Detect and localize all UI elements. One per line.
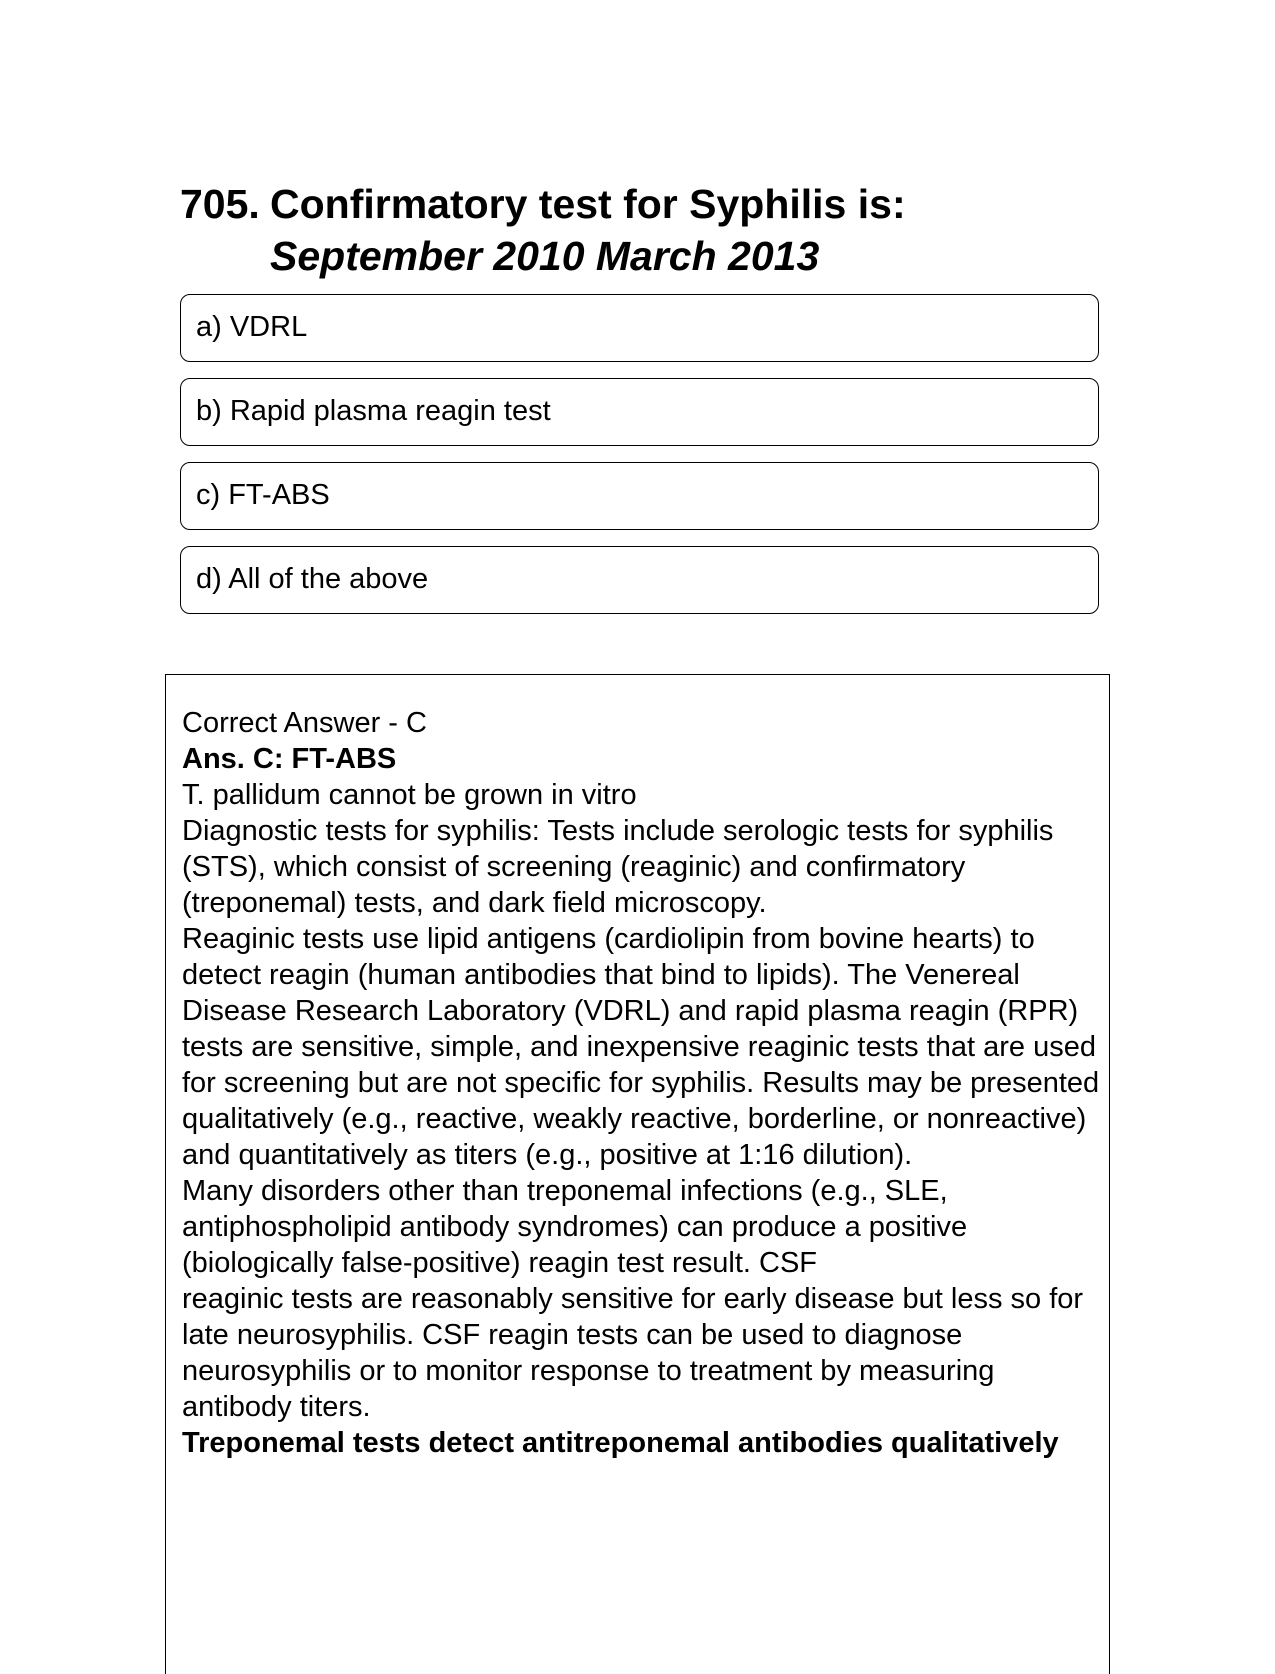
option-c[interactable]: c) FT-ABS [180, 462, 1099, 530]
question-title: Confirmatory test for Syphilis is: [270, 181, 906, 227]
explanation-paragraph: Diagnostic tests for syphilis: Tests include serologic tests for syphilis (STS), which consist of screening (reaginic) and confirmatory (treponemal) tests, and dark field microscopy. [182, 815, 1054, 919]
explanation-paragraph: T. pallidum cannot be grown in vitro [182, 779, 637, 811]
option-d[interactable]: d) All of the above [180, 546, 1099, 614]
question-exam-dates: September 2010 March 2013 [270, 233, 820, 279]
answer-options [180, 294, 1099, 630]
explanation-paragraph: Many disorders other than treponemal infections (e.g., SLE, antiphospholipid antibody syndromes) can produce a positive (biologically false-positive) reagin test result. CSF [182, 1175, 968, 1279]
question-line [180, 178, 1100, 230]
correct-answer: Correct Answer - C [182, 707, 427, 739]
explanation-paragraph: reaginic tests are reasonably sensitive for early disease but less so for late neurosyphilis. CSF reagin tests can be used to diagnose neurosyphilis or to monitor response to treatment by measuring antibody titers. [182, 1283, 1084, 1423]
question-number: 705. [180, 181, 260, 227]
option-a[interactable]: a) VDRL [180, 294, 1099, 362]
treponemal-tests-line: Treponemal tests detect antitreponemal antibodies qualitatively [182, 1427, 1059, 1459]
answer-explanation-box [165, 674, 1110, 1674]
explanation-paragraph: Reaginic tests use lipid antigens (cardiolipin from bovine hearts) to detect reagin (human antibodies that bind to lipids). The Venereal Disease Research Laboratory (VDRL) and rapid plasma reagin (RPR) tests are sensitive, simple, and inexpensive reaginic tests that are used for screening but are not specific for syphilis. Results may be presented qualitatively (e.g., reactive, weakly reactive, borderline, or nonreactive) and quantitatively as titers (e.g., positive at 1:16 dilution). [182, 923, 1100, 1171]
question-header [180, 178, 1100, 282]
answer-heading: Ans. C: FT-ABS [182, 743, 397, 775]
option-b[interactable]: b) Rapid plasma reagin test [180, 378, 1099, 446]
